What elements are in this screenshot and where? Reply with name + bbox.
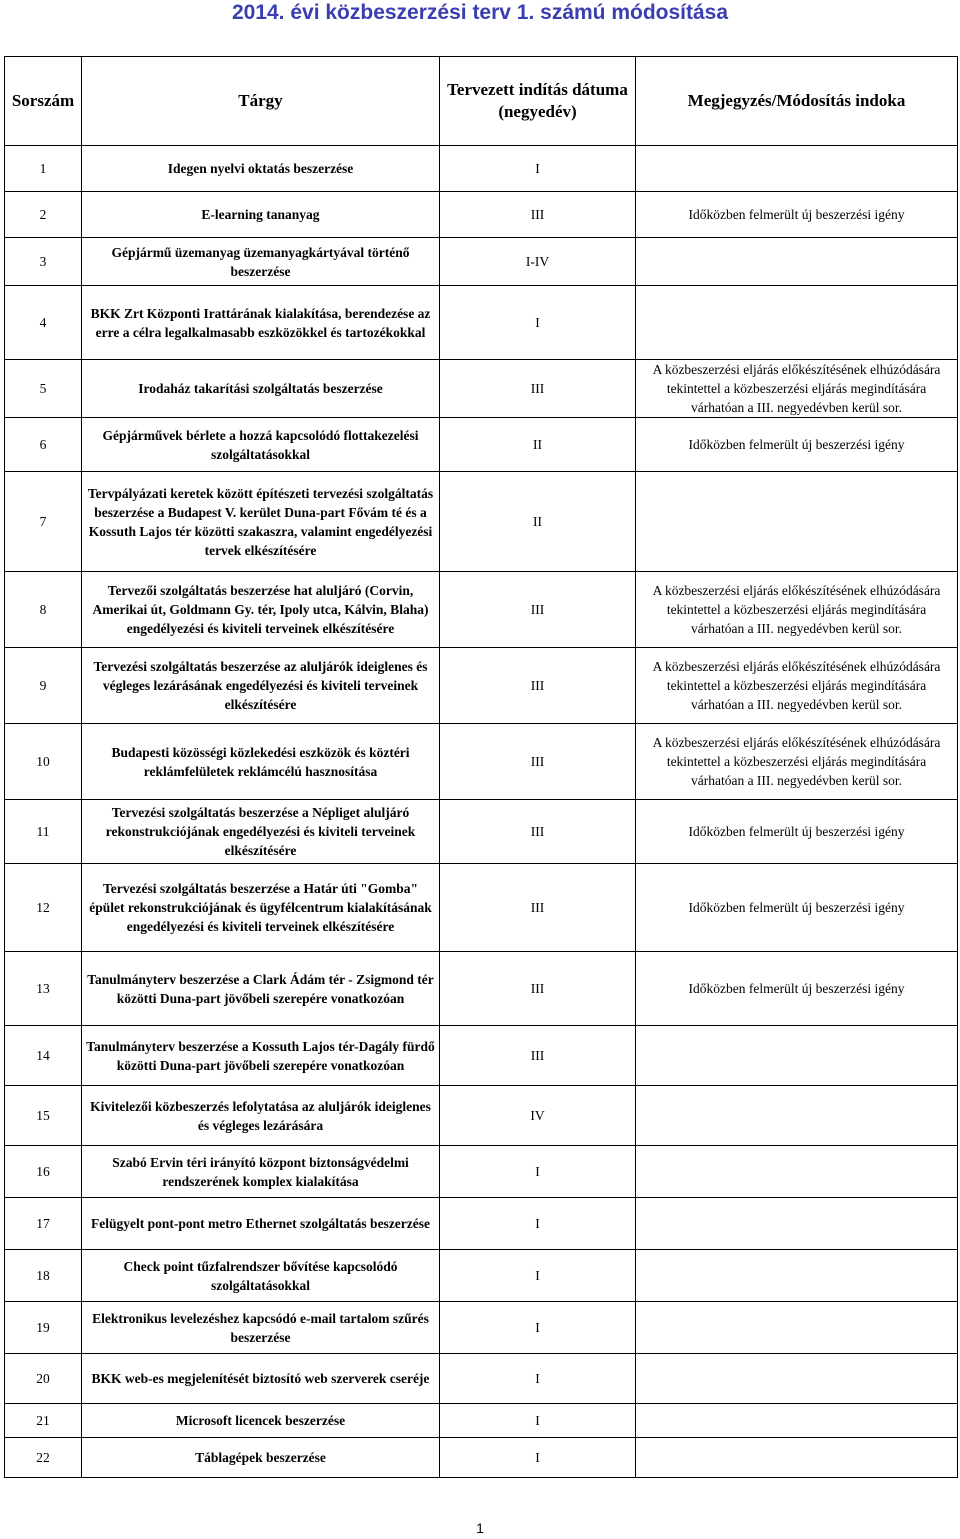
table-row <box>5 418 958 472</box>
row-subject: BKK Zrt Központi Irattárának kialakítása, berendezése az erre a célra legalkalmasabb eszközökkel és tartozékokkal <box>82 286 440 360</box>
table-row <box>5 1026 958 1086</box>
row-subject: Gépjármű üzemanyag üzemanyagkártyával történő beszerzése <box>82 238 440 286</box>
row-number: 19 <box>5 1302 82 1354</box>
table-row <box>5 800 958 864</box>
row-quarter: III <box>440 952 636 1026</box>
row-quarter: III <box>440 192 636 238</box>
row-number: 18 <box>5 1250 82 1302</box>
row-number: 10 <box>5 724 82 800</box>
row-subject: Tervpályázati keretek között építészeti tervezési szolgáltatás beszerzése a Budapest V. kerület Duna-part Fővám té és a Kossuth Lajos tér közötti szakaszra, valamint engedélyezési tervek elkészítésére <box>82 472 440 572</box>
row-number: 11 <box>5 800 82 864</box>
row-number: 13 <box>5 952 82 1026</box>
page-number: 1 <box>476 1520 484 1536</box>
table-row <box>5 1146 958 1198</box>
row-note: A közbeszerzési eljárás előkészítésének elhúzódására tekintettel a közbeszerzési eljárás megindítására várhatóan a III. negyedévben kerül sor. <box>636 724 958 800</box>
row-note: Időközben felmerült új beszerzési igény <box>636 864 958 952</box>
row-number: 15 <box>5 1086 82 1146</box>
row-number: 17 <box>5 1198 82 1250</box>
row-subject: Táblagépek beszerzése <box>82 1438 440 1478</box>
row-subject: Tervezési szolgáltatás beszerzése a Népliget aluljáró rekonstrukciójának engedélyezési és kiviteli terveinek elkészítésére <box>82 800 440 864</box>
row-note <box>636 146 958 192</box>
row-note <box>636 1086 958 1146</box>
row-number: 22 <box>5 1438 82 1478</box>
table-row <box>5 1250 958 1302</box>
row-subject: Budapesti közösségi közlekedési eszközök és köztéri reklámfelületek reklámcélú hasznosítása <box>82 724 440 800</box>
row-number: 14 <box>5 1026 82 1086</box>
row-quarter: III <box>440 648 636 724</box>
table-row <box>5 1404 958 1438</box>
row-note <box>636 286 958 360</box>
row-note: A közbeszerzési eljárás előkészítésének elhúzódására tekintettel a közbeszerzési eljárás megindítására várhatóan a III. negyedévben kerül sor. <box>636 572 958 648</box>
row-quarter: I <box>440 286 636 360</box>
row-quarter: I-IV <box>440 238 636 286</box>
table-row <box>5 724 958 800</box>
row-subject: E-learning tananyag <box>82 192 440 238</box>
table-row <box>5 360 958 418</box>
row-note <box>636 1404 958 1438</box>
row-note: Időközben felmerült új beszerzési igény <box>636 800 958 864</box>
row-number: 16 <box>5 1146 82 1198</box>
row-number: 4 <box>5 286 82 360</box>
row-number: 3 <box>5 238 82 286</box>
row-note <box>636 1438 958 1478</box>
table-row <box>5 1086 958 1146</box>
table-row <box>5 952 958 1026</box>
row-quarter: III <box>440 360 636 418</box>
header-megjegyzes: Megjegyzés/Módosítás indoka <box>636 57 958 146</box>
row-subject: Tanulmányterv beszerzése a Clark Ádám tér - Zsigmond tér közötti Duna-part jövőbeli szerepére vonatkozóan <box>82 952 440 1026</box>
row-subject: Szabó Ervin téri irányító központ biztonságvédelmi rendszerének komplex kialakítása <box>82 1146 440 1198</box>
row-note: A közbeszerzési eljárás előkészítésének elhúzódására tekintettel a közbeszerzési eljárás megindítására várhatóan a III. negyedévben kerül sor. <box>636 648 958 724</box>
row-note <box>636 1250 958 1302</box>
row-number: 2 <box>5 192 82 238</box>
row-note <box>636 1302 958 1354</box>
table-row <box>5 1354 958 1404</box>
table-row <box>5 1438 958 1478</box>
row-subject: Felügyelt pont-pont metro Ethernet szolgáltatás beszerzése <box>82 1198 440 1250</box>
table-row <box>5 1302 958 1354</box>
row-subject: Gépjárművek bérlete a hozzá kapcsolódó flottakezelési szolgáltatásokkal <box>82 418 440 472</box>
row-quarter: I <box>440 1198 636 1250</box>
row-quarter: I <box>440 1404 636 1438</box>
row-number: 9 <box>5 648 82 724</box>
table-row <box>5 648 958 724</box>
row-quarter: III <box>440 572 636 648</box>
table-row <box>5 192 958 238</box>
row-quarter: III <box>440 800 636 864</box>
row-number: 1 <box>5 146 82 192</box>
row-subject: Tervezői szolgáltatás beszerzése hat aluljáró (Corvin, Amerikai út, Goldmann Gy. tér, Ipoly utca, Kálvin, Blaha) engedélyezési és kiviteli terveinek elkészítésére <box>82 572 440 648</box>
row-quarter: I <box>440 1354 636 1404</box>
row-quarter: IV <box>440 1086 636 1146</box>
row-quarter: II <box>440 418 636 472</box>
row-quarter: I <box>440 1146 636 1198</box>
row-number: 7 <box>5 472 82 572</box>
row-quarter: I <box>440 1250 636 1302</box>
header-sorszam: Sorszám <box>5 57 82 146</box>
row-subject: Irodaház takarítási szolgáltatás beszerzése <box>82 360 440 418</box>
row-number: 8 <box>5 572 82 648</box>
row-subject: Microsoft licencek beszerzése <box>82 1404 440 1438</box>
table-header-row <box>5 57 958 146</box>
row-quarter: III <box>440 724 636 800</box>
row-quarter: III <box>440 864 636 952</box>
row-subject: Idegen nyelvi oktatás beszerzése <box>82 146 440 192</box>
row-note: Időközben felmerült új beszerzési igény <box>636 418 958 472</box>
table-row <box>5 238 958 286</box>
row-number: 21 <box>5 1404 82 1438</box>
table-row <box>5 472 958 572</box>
table-row <box>5 1198 958 1250</box>
row-number: 12 <box>5 864 82 952</box>
row-subject: Tanulmányterv beszerzése a Kossuth Lajos tér-Dagály fürdő közötti Duna-part jövőbeli szerepére vonatkozóan <box>82 1026 440 1086</box>
table-body <box>5 146 958 1478</box>
document-title: 2014. évi közbeszerzési terv 1. számú módosítása <box>231 1 729 24</box>
row-number: 6 <box>5 418 82 472</box>
table-row <box>5 286 958 360</box>
row-subject: Check point tűzfalrendszer bővítése kapcsolódó szolgáltatásokkal <box>82 1250 440 1302</box>
procurement-plan-table <box>4 56 958 1478</box>
row-quarter: III <box>440 1026 636 1086</box>
row-note: Időközben felmerült új beszerzési igény <box>636 952 958 1026</box>
table-row <box>5 572 958 648</box>
table-row <box>5 864 958 952</box>
row-note: Időközben felmerült új beszerzési igény <box>636 192 958 238</box>
row-note <box>636 472 958 572</box>
row-note: A közbeszerzési eljárás előkészítésének elhúzódására tekintettel a közbeszerzési eljárás megindítására várhatóan a III. negyedévben kerül sor. <box>636 360 958 418</box>
table-row <box>5 146 958 192</box>
row-subject: Tervezési szolgáltatás beszerzése a Határ úti "Gomba" épület rekonstrukciójának és ügyfélcentrum kialakításának engedélyezési és kiviteli terveinek elkészítésére <box>82 864 440 952</box>
row-note <box>636 1198 958 1250</box>
row-note <box>636 1026 958 1086</box>
header-targy: Tárgy <box>82 57 440 146</box>
row-note <box>636 1146 958 1198</box>
row-number: 20 <box>5 1354 82 1404</box>
row-subject: Elektronikus levelezéshez kapcsódó e-mail tartalom szűrés beszerzése <box>82 1302 440 1354</box>
row-subject: Kivitelezői közbeszerzés lefolytatása az aluljárók ideiglenes és végleges lezárására <box>82 1086 440 1146</box>
row-subject: Tervezési szolgáltatás beszerzése az aluljárók ideiglenes és végleges lezárásának engedélyezési és kiviteli terveinek elkészítésére <box>82 648 440 724</box>
row-subject: BKK web-es megjelenítését biztosító web szerverek cseréje <box>82 1354 440 1404</box>
row-number: 5 <box>5 360 82 418</box>
row-note <box>636 1354 958 1404</box>
row-quarter: I <box>440 1302 636 1354</box>
header-tervezett-inditas: Tervezett indítás dátuma (negyedév) <box>440 57 636 146</box>
row-note <box>636 238 958 286</box>
row-quarter: I <box>440 1438 636 1478</box>
row-quarter: I <box>440 146 636 192</box>
row-quarter: II <box>440 472 636 572</box>
